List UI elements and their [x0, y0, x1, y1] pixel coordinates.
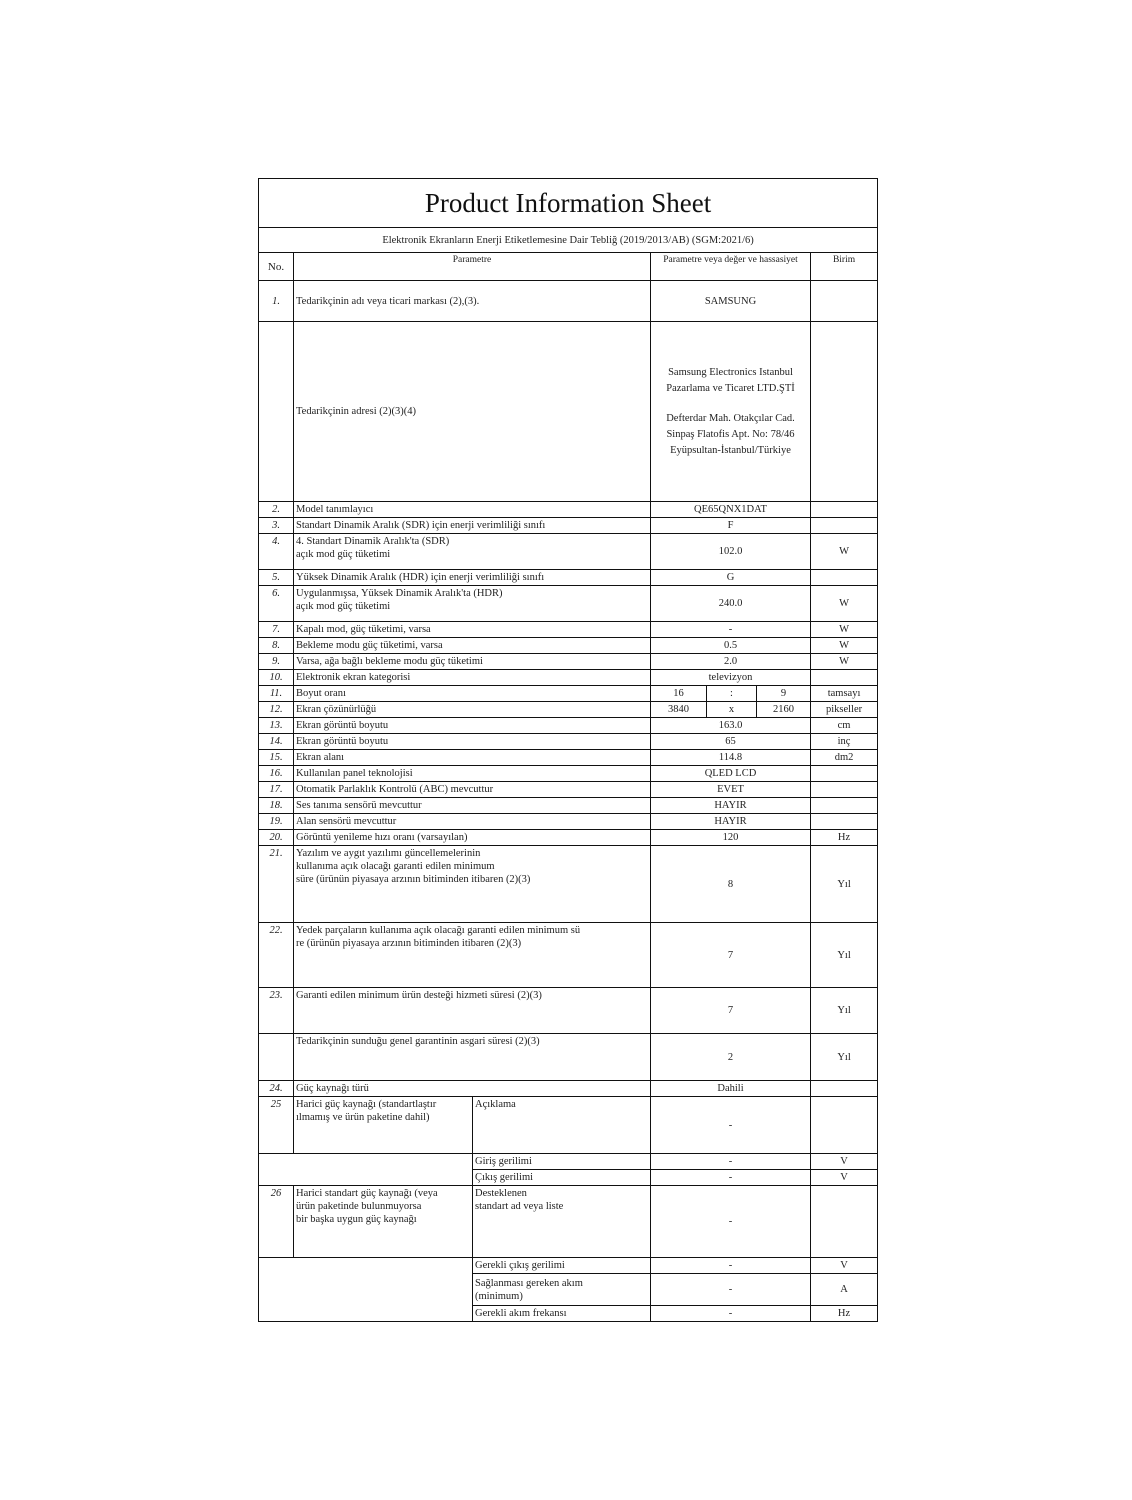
row-number: 2. — [259, 502, 294, 518]
row-label: Model tanımlayıcı — [294, 502, 651, 518]
resolution-width: 3840 — [651, 702, 707, 718]
row-unit — [811, 502, 878, 518]
row-value: - — [651, 1186, 811, 1258]
row-unit: V — [811, 1154, 878, 1170]
row-number: 22. — [259, 923, 294, 988]
row-unit: A — [811, 1274, 878, 1306]
table-row — [259, 586, 878, 622]
table-row — [259, 798, 878, 814]
row-unit: Yıl — [811, 923, 878, 988]
row-value: 7 — [651, 988, 811, 1034]
row-label-line: ürün paketinde bulunmuyorsa — [296, 1201, 422, 1212]
table-row — [259, 502, 878, 518]
row-value: SAMSUNG — [651, 281, 811, 322]
row-unit: Yıl — [811, 846, 878, 923]
row-label: Bekleme modu güç tüketimi, varsa — [294, 638, 651, 654]
row-value: 102.0 — [651, 534, 811, 570]
row-unit — [811, 798, 878, 814]
row-label-line: açık mod güç tüketimi — [296, 549, 391, 560]
row-unit — [811, 1081, 878, 1097]
row-label — [294, 1097, 473, 1154]
row-label: Ekran çözünürlüğü — [294, 702, 651, 718]
row-value: - — [651, 1274, 811, 1306]
row-label: Boyut oranı — [294, 686, 651, 702]
row-label: Güç kaynağı türü — [294, 1081, 651, 1097]
row-number: 18. — [259, 798, 294, 814]
row-unit — [811, 782, 878, 798]
address-line: Defterdar Mah. Otakçılar Cad. — [666, 412, 795, 424]
table-row — [259, 766, 878, 782]
row-sublabel: Açıklama — [473, 1097, 651, 1154]
row-label — [294, 846, 651, 923]
row-label: Kapalı mod, güç tüketimi, varsa — [294, 622, 651, 638]
row-label-line: bir başka uygun güç kaynağı — [296, 1214, 417, 1225]
row-label: Ses tanıma sensörü mevcuttur — [294, 798, 651, 814]
row-unit — [811, 766, 878, 782]
row-number — [259, 322, 294, 502]
table-row — [259, 1186, 878, 1258]
resolution-height: 2160 — [757, 702, 811, 718]
table-row — [259, 686, 878, 702]
row-unit — [811, 570, 878, 586]
row-label-line: Harici güç kaynağı (standartlaştır — [296, 1099, 437, 1110]
row-sublabel: Çıkış gerilimi — [473, 1170, 651, 1186]
row-sublabel — [473, 1274, 651, 1306]
row-unit — [811, 281, 878, 322]
table-row — [259, 1258, 878, 1274]
table-row — [259, 718, 878, 734]
address-spacer — [653, 397, 808, 411]
row-sublabel-line: Desteklenen — [475, 1188, 527, 1199]
row-number: 21. — [259, 846, 294, 923]
row-number: 15. — [259, 750, 294, 766]
row-value: 2.0 — [651, 654, 811, 670]
page-title: Product Information Sheet — [259, 179, 878, 228]
table-row — [259, 988, 878, 1034]
row-unit: W — [811, 654, 878, 670]
row-number: 12. — [259, 702, 294, 718]
row-label: Görüntü yenileme hızı oranı (varsayılan) — [294, 830, 651, 846]
row-number: 24. — [259, 1081, 294, 1097]
row-label — [294, 586, 651, 622]
row-value: 65 — [651, 734, 811, 750]
row-number: 4. — [259, 534, 294, 570]
row-sublabel-line: Sağlanması gereken akım — [475, 1277, 583, 1289]
page-subtitle: Elektronik Ekranların Enerji Etiketlemesine Dair Tebliğ (2019/2013/AB) (SGM:2021/6) — [259, 228, 878, 253]
table-row — [259, 814, 878, 830]
header-value: Parametre veya değer ve hassasiyet — [651, 253, 811, 281]
row-value: 240.0 — [651, 586, 811, 622]
row-unit — [811, 1186, 878, 1258]
header-parameter: Parametre — [294, 253, 651, 281]
row-value: 120 — [651, 830, 811, 846]
address-line: Samsung Electronics Istanbul — [668, 366, 793, 378]
row-label — [294, 1186, 473, 1258]
supplier-address — [651, 322, 811, 502]
row-number: 10. — [259, 670, 294, 686]
row-label: Elektronik ekran kategorisi — [294, 670, 651, 686]
table-row — [259, 518, 878, 534]
row-value: QLED LCD — [651, 766, 811, 782]
row-number: 13. — [259, 718, 294, 734]
row-label: Varsa, ağa bağlı bekleme modu güç tüketimi — [294, 654, 651, 670]
row-unit: W — [811, 586, 878, 622]
address-line: Pazarlama ve Ticaret LTD.ŞTİ — [666, 382, 795, 394]
row-number — [259, 1034, 294, 1081]
row-unit: pikseller — [811, 702, 878, 718]
row-number: 11. — [259, 686, 294, 702]
row-value: HAYIR — [651, 798, 811, 814]
row-sublabel-line: standart ad veya liste — [475, 1201, 564, 1212]
row-label: Kullanılan panel teknolojisi — [294, 766, 651, 782]
aspect-ratio-height: 9 — [757, 686, 811, 702]
row-label-line: açık mod güç tüketimi — [296, 601, 391, 612]
row-unit: Hz — [811, 1306, 878, 1322]
row-unit — [811, 670, 878, 686]
row-unit — [811, 518, 878, 534]
row-label-line: süre (ürünün piyasaya arzının bitiminden itibaren (2)(3) — [296, 874, 531, 885]
table-row — [259, 1154, 878, 1170]
row-number: 23. — [259, 988, 294, 1034]
row-value: 2 — [651, 1034, 811, 1081]
row-value: - — [651, 1306, 811, 1322]
row-value: G — [651, 570, 811, 586]
table-row — [259, 322, 878, 502]
table-row — [259, 534, 878, 570]
row-label-line: kullanıma açık olacağı garanti edilen minimum — [296, 861, 495, 872]
row-number: 1. — [259, 281, 294, 322]
row-label: Standart Dinamik Aralık (SDR) için enerji verimliliği sınıfı — [294, 518, 651, 534]
row-value: QE65QNX1DAT — [651, 502, 811, 518]
row-value: EVET — [651, 782, 811, 798]
row-unit — [811, 322, 878, 502]
row-unit: Hz — [811, 830, 878, 846]
row-value: 163.0 — [651, 718, 811, 734]
row-label-line: re (ürünün piyasaya arzının bitiminden itibaren (2)(3) — [296, 938, 522, 949]
row-label: Tedarikçinin sunduğu genel garantinin asgari süresi (2)(3) — [294, 1034, 651, 1081]
row-value: Dahili — [651, 1081, 811, 1097]
row-unit: V — [811, 1258, 878, 1274]
row-number: 9. — [259, 654, 294, 670]
row-label: Ekran görüntü boyutu — [294, 734, 651, 750]
row-value: 7 — [651, 923, 811, 988]
table-row — [259, 750, 878, 766]
empty-cell — [259, 1258, 473, 1322]
row-number: 5. — [259, 570, 294, 586]
row-number: 8. — [259, 638, 294, 654]
row-number: 3. — [259, 518, 294, 534]
table-row — [259, 670, 878, 686]
table-row — [259, 638, 878, 654]
row-label: Otomatik Parlaklık Kontrolü (ABC) mevcuttur — [294, 782, 651, 798]
row-number: 19. — [259, 814, 294, 830]
row-unit: Yıl — [811, 1034, 878, 1081]
row-value: HAYIR — [651, 814, 811, 830]
row-value: 114.8 — [651, 750, 811, 766]
table-row — [259, 830, 878, 846]
row-label: Ekran alanı — [294, 750, 651, 766]
row-label: Garanti edilen minimum ürün desteği hizmeti süresi (2)(3) — [294, 988, 651, 1034]
table-row — [259, 570, 878, 586]
row-unit: W — [811, 622, 878, 638]
table-row — [259, 1081, 878, 1097]
table-row — [259, 846, 878, 923]
row-number: 26 — [259, 1186, 294, 1258]
aspect-ratio-width: 16 — [651, 686, 707, 702]
row-label: Ekran görüntü boyutu — [294, 718, 651, 734]
row-unit: W — [811, 534, 878, 570]
row-number: 20. — [259, 830, 294, 846]
table-row — [259, 702, 878, 718]
row-unit — [811, 1097, 878, 1154]
row-number: 7. — [259, 622, 294, 638]
row-label-line: Yazılım ve aygıt yazılımı güncellemelerinin — [296, 848, 481, 859]
row-label: Alan sensörü mevcuttur — [294, 814, 651, 830]
row-label: Tedarikçinin adresi (2)(3)(4) — [294, 322, 651, 502]
row-sublabel: Gerekli akım frekansı — [473, 1306, 651, 1322]
header-no: No. — [259, 253, 294, 281]
empty-cell — [259, 1154, 473, 1186]
row-number: 6. — [259, 586, 294, 622]
row-unit: V — [811, 1170, 878, 1186]
row-unit: W — [811, 638, 878, 654]
row-label-line: Yedek parçaların kullanıma açık olacağı garanti edilen minimum sü — [296, 925, 581, 936]
row-label-line: Harici standart güç kaynağı (veya — [296, 1188, 438, 1199]
row-value: - — [651, 1097, 811, 1154]
header-unit: Birim — [811, 253, 878, 281]
table-row — [259, 281, 878, 322]
row-value: - — [651, 1170, 811, 1186]
row-label-line: 4. Standart Dinamik Aralık'ta (SDR) — [296, 536, 450, 547]
row-number: 16. — [259, 766, 294, 782]
row-number: 17. — [259, 782, 294, 798]
row-unit: tamsayı — [811, 686, 878, 702]
table-row — [259, 654, 878, 670]
row-label-line: Uygulanmışsa, Yüksek Dinamik Aralık'ta (HDR) — [296, 588, 503, 599]
address-line: Eyüpsultan-İstanbul/Türkiye — [670, 444, 791, 456]
address-line: Sinpaş Flatofis Apt. No: 78/46 — [666, 428, 795, 440]
row-number: 25 — [259, 1097, 294, 1154]
aspect-ratio-separator: : — [707, 686, 757, 702]
row-label — [294, 534, 651, 570]
row-value: F — [651, 518, 811, 534]
resolution-separator: x — [707, 702, 757, 718]
row-number: 14. — [259, 734, 294, 750]
info-table — [258, 178, 878, 1322]
row-value: - — [651, 1258, 811, 1274]
table-row — [259, 1097, 878, 1154]
table-row — [259, 734, 878, 750]
row-sublabel: Gerekli çıkış gerilimi — [473, 1258, 651, 1274]
table-row — [259, 782, 878, 798]
row-label — [294, 923, 651, 988]
product-information-sheet — [258, 178, 877, 1322]
row-label: Tedarikçinin adı veya ticari markası (2),(3). — [294, 281, 651, 322]
row-value: 0.5 — [651, 638, 811, 654]
table-row — [259, 622, 878, 638]
row-unit: dm2 — [811, 750, 878, 766]
row-value: - — [651, 622, 811, 638]
row-label: Yüksek Dinamik Aralık (HDR) için enerji verimliliği sınıfı — [294, 570, 651, 586]
row-value: televizyon — [651, 670, 811, 686]
row-unit: cm — [811, 718, 878, 734]
row-sublabel — [473, 1186, 651, 1258]
row-sublabel: Giriş gerilimi — [473, 1154, 651, 1170]
table-row — [259, 923, 878, 988]
row-value: - — [651, 1154, 811, 1170]
table-row — [259, 1034, 878, 1081]
row-label-line: ılmamış ve ürün paketine dahil) — [296, 1112, 430, 1123]
row-unit: Yıl — [811, 988, 878, 1034]
row-unit: inç — [811, 734, 878, 750]
row-unit — [811, 814, 878, 830]
row-value: 8 — [651, 846, 811, 923]
row-sublabel-line: (minimum) — [475, 1290, 523, 1302]
